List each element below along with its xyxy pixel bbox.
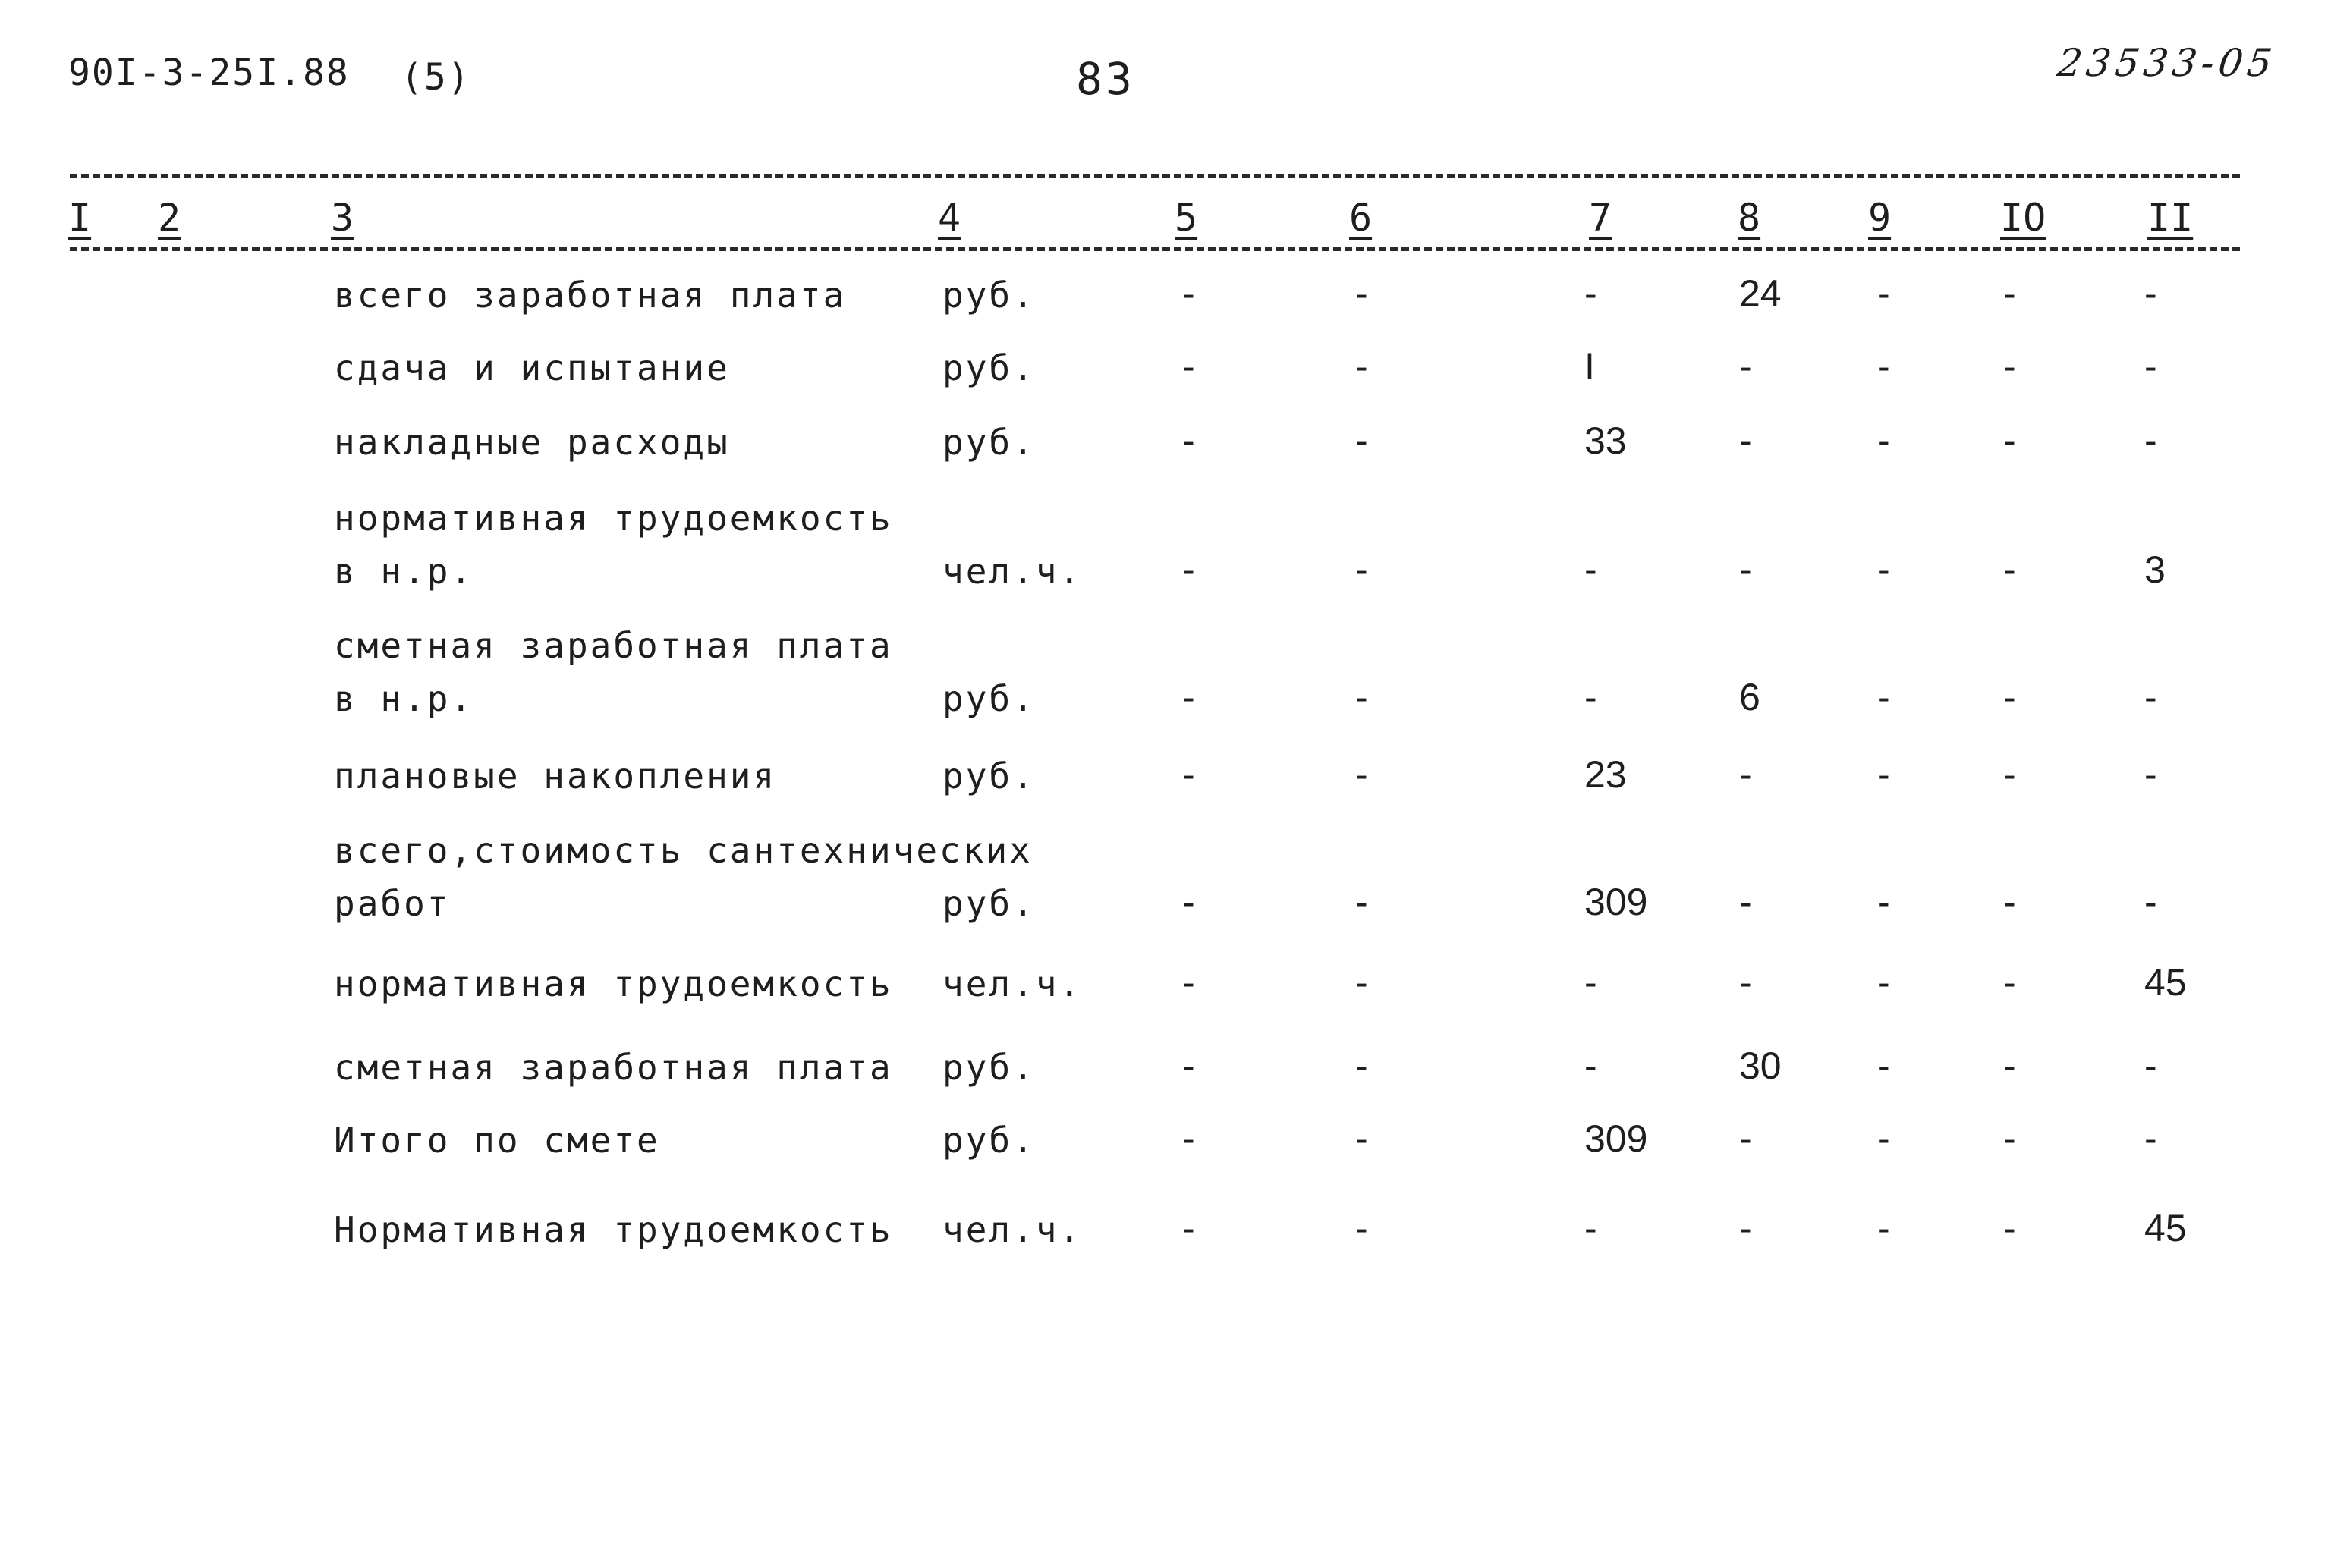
row-value-col-6: - xyxy=(1355,1045,1368,1087)
row-value-col-5: - xyxy=(1182,419,1195,462)
row-description: Итого по смете xyxy=(334,1120,660,1161)
row-value-col-6: - xyxy=(1355,548,1368,591)
row-value-col-8: 30 xyxy=(1739,1045,1782,1087)
row-value-col-6: - xyxy=(1355,676,1368,718)
document-part: (5) xyxy=(401,56,471,99)
row-value-col-11: - xyxy=(2144,753,2157,796)
row-value-col-7: 309 xyxy=(1584,881,1648,923)
inventory-number: 23533-05 xyxy=(2055,41,2280,85)
row-value-col-11: - xyxy=(2144,676,2157,718)
row-value-col-9: - xyxy=(1877,548,1890,591)
row-value-col-7: I xyxy=(1584,345,1595,388)
row-value-col-10: - xyxy=(2003,961,2016,1004)
row-description: Нормативная трудоемкость xyxy=(334,1209,893,1250)
row-value-col-8: - xyxy=(1739,345,1752,388)
row-value-col-11: - xyxy=(2144,1117,2157,1160)
row-value-col-7: - xyxy=(1584,1045,1597,1087)
row-value-col-10: - xyxy=(2003,676,2016,718)
column-header-7: 7 xyxy=(1589,196,1612,240)
row-value-col-6: - xyxy=(1355,753,1368,796)
row-description: сметная заработная плата xyxy=(334,625,893,666)
row-unit: руб. xyxy=(942,347,1036,388)
row-value-col-8: - xyxy=(1739,548,1752,591)
row-value-col-9: - xyxy=(1877,753,1890,796)
row-unit: чел.ч. xyxy=(942,963,1083,1004)
page-number: 83 xyxy=(1076,53,1135,105)
row-unit: руб. xyxy=(942,422,1036,463)
row-value-col-8: - xyxy=(1739,753,1752,796)
row-value-col-11: - xyxy=(2144,272,2157,315)
row-value-col-9: - xyxy=(1877,676,1890,718)
row-description: в н.р. xyxy=(334,551,474,592)
row-value-col-10: - xyxy=(2003,345,2016,388)
row-unit: руб. xyxy=(942,678,1036,719)
row-unit: руб. xyxy=(942,883,1036,924)
row-description: накладные расходы xyxy=(334,422,730,463)
column-header-4: 4 xyxy=(938,196,961,240)
row-description: нормативная трудоемкость xyxy=(334,498,893,539)
row-description: плановые накопления xyxy=(334,756,777,797)
row-value-col-6: - xyxy=(1355,272,1368,315)
column-header-10: IO xyxy=(2000,196,2046,240)
row-value-col-7: 33 xyxy=(1584,419,1627,462)
column-header-8: 8 xyxy=(1738,196,1761,240)
row-value-col-8: - xyxy=(1739,419,1752,462)
column-header-1: I xyxy=(68,196,92,240)
row-value-col-8: 24 xyxy=(1739,272,1782,315)
table-header-rule xyxy=(70,247,2240,251)
row-description: сметная заработная плата xyxy=(334,1047,893,1088)
row-value-col-11: - xyxy=(2144,881,2157,923)
row-value-col-5: - xyxy=(1182,345,1195,388)
row-value-col-11: 3 xyxy=(2144,548,2166,591)
row-value-col-5: - xyxy=(1182,676,1195,718)
row-unit: руб. xyxy=(942,1120,1036,1161)
row-value-col-5: - xyxy=(1182,961,1195,1004)
row-value-col-5: - xyxy=(1182,1045,1195,1087)
row-value-col-6: - xyxy=(1355,1207,1368,1249)
row-value-col-11: - xyxy=(2144,1045,2157,1087)
row-value-col-10: - xyxy=(2003,548,2016,591)
column-header-6: 6 xyxy=(1349,196,1373,240)
row-value-col-7: - xyxy=(1584,548,1597,591)
row-value-col-7: - xyxy=(1584,272,1597,315)
row-value-col-5: - xyxy=(1182,548,1195,591)
row-value-col-7: - xyxy=(1584,961,1597,1004)
row-value-col-7: - xyxy=(1584,1207,1597,1249)
row-value-col-11: 45 xyxy=(2144,961,2187,1004)
row-value-col-10: - xyxy=(2003,881,2016,923)
row-value-col-9: - xyxy=(1877,881,1890,923)
row-value-col-7: 309 xyxy=(1584,1117,1648,1160)
column-header-2: 2 xyxy=(158,196,181,240)
row-value-col-6: - xyxy=(1355,881,1368,923)
row-unit: руб. xyxy=(942,275,1036,316)
row-description: сдача и испытание xyxy=(334,347,730,388)
row-value-col-10: - xyxy=(2003,272,2016,315)
row-value-col-6: - xyxy=(1355,419,1368,462)
table-top-rule xyxy=(70,174,2240,178)
row-value-col-10: - xyxy=(2003,1117,2016,1160)
row-unit: чел.ч. xyxy=(942,551,1083,592)
row-value-col-11: 45 xyxy=(2144,1207,2187,1249)
row-value-col-8: - xyxy=(1739,1117,1752,1160)
row-value-col-5: - xyxy=(1182,1117,1195,1160)
row-value-col-6: - xyxy=(1355,1117,1368,1160)
row-value-col-7: - xyxy=(1584,676,1597,718)
row-value-col-6: - xyxy=(1355,961,1368,1004)
row-value-col-9: - xyxy=(1877,1045,1890,1087)
row-value-col-10: - xyxy=(2003,1045,2016,1087)
row-value-col-6: - xyxy=(1355,345,1368,388)
row-value-col-9: - xyxy=(1877,272,1890,315)
row-value-col-10: - xyxy=(2003,753,2016,796)
row-value-col-9: - xyxy=(1877,345,1890,388)
document-code: 90I-3-25I.88 xyxy=(68,52,350,94)
row-value-col-11: - xyxy=(2144,419,2157,462)
row-value-col-8: - xyxy=(1739,881,1752,923)
column-header-9: 9 xyxy=(1868,196,1892,240)
row-value-col-9: - xyxy=(1877,1207,1890,1249)
row-description: всего,стоимость сантехнических xyxy=(334,830,1033,871)
row-value-col-10: - xyxy=(2003,1207,2016,1249)
row-value-col-8: - xyxy=(1739,1207,1752,1249)
row-description: в н.р. xyxy=(334,678,474,719)
row-description: нормативная трудоемкость xyxy=(334,963,893,1004)
row-value-col-8: - xyxy=(1739,961,1752,1004)
row-value-col-5: - xyxy=(1182,881,1195,923)
column-header-3: 3 xyxy=(331,196,354,240)
row-value-col-7: 23 xyxy=(1584,753,1627,796)
row-value-col-9: - xyxy=(1877,961,1890,1004)
row-value-col-9: - xyxy=(1877,1117,1890,1160)
row-unit: чел.ч. xyxy=(942,1209,1083,1250)
row-description: всего заработная плата xyxy=(334,275,847,316)
row-value-col-11: - xyxy=(2144,345,2157,388)
row-value-col-10: - xyxy=(2003,419,2016,462)
row-value-col-8: 6 xyxy=(1739,676,1760,718)
row-description: работ xyxy=(334,883,451,924)
column-header-5: 5 xyxy=(1175,196,1198,240)
row-value-col-5: - xyxy=(1182,753,1195,796)
row-value-col-5: - xyxy=(1182,1207,1195,1249)
row-value-col-9: - xyxy=(1877,419,1890,462)
row-unit: руб. xyxy=(942,1047,1036,1088)
column-header-11: II xyxy=(2147,196,2194,240)
row-unit: руб. xyxy=(942,756,1036,797)
row-value-col-5: - xyxy=(1182,272,1195,315)
